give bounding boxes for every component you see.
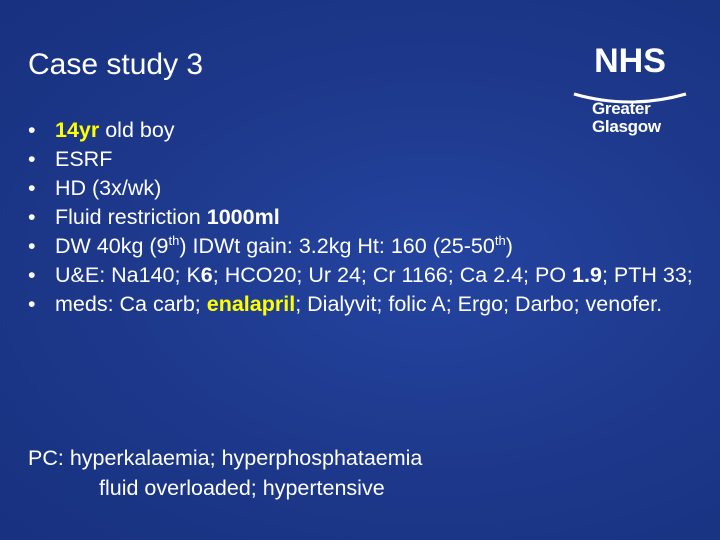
- pc-line-2: fluid overloaded; hypertensive: [99, 476, 385, 500]
- list-item: [28, 203, 698, 232]
- phosphate-value: 1.9: [572, 263, 602, 287]
- bullet-icon: •: [28, 205, 36, 229]
- bullet-text: ; PTH 33;: [601, 263, 693, 287]
- bullet-icon: •: [28, 147, 36, 171]
- bullet-icon: •: [28, 118, 36, 142]
- pc-line-1: PC: hyperkalaemia; hyperphosphataemia: [28, 446, 423, 470]
- list-item: [28, 116, 698, 145]
- list-item: [28, 232, 698, 261]
- presenting-complaint: [28, 443, 422, 503]
- bullet-text: old boy: [99, 118, 175, 142]
- list-item: [28, 261, 698, 290]
- bullet-text: U&E: Na140; K: [55, 263, 201, 287]
- bullet-text: ; Dialyvit; folic A; Ergo; Darbo; venofer.: [295, 292, 663, 316]
- bullet-icon: •: [28, 263, 36, 287]
- ordinal-suffix: th: [168, 232, 180, 248]
- drug-highlight: enalapril: [206, 292, 296, 316]
- slide-title: Case study 3: [28, 48, 204, 81]
- list-item: [28, 145, 698, 174]
- nhs-logo-mark: [566, 38, 694, 106]
- bullet-list: [28, 116, 698, 319]
- age-highlight: 14yr: [55, 118, 100, 142]
- bullet-text: Fluid restriction: [55, 205, 207, 229]
- bullet-icon: •: [28, 234, 36, 258]
- bullet-text: DW 40kg (9: [55, 234, 169, 258]
- bullet-text: ; HCO20; Ur 24; Cr 1166; Ca 2.4; PO: [212, 263, 573, 287]
- logo-line-glasgow: Glasgow: [592, 117, 661, 136]
- bullet-icon: •: [28, 292, 36, 316]
- bullet-text: ): [505, 234, 513, 258]
- bullet-text: HD (3x/wk): [55, 176, 162, 200]
- potassium-value: 6: [200, 263, 213, 287]
- bullet-icon: •: [28, 176, 36, 200]
- bullet-text: ESRF: [55, 147, 113, 171]
- logo-line-greater: Greater: [592, 99, 651, 118]
- ordinal-suffix: th: [494, 232, 506, 248]
- bullet-text: ) IDWt gain: 3.2kg Ht: 160 (25-50: [179, 234, 495, 258]
- list-item: [28, 290, 698, 319]
- list-item: [28, 174, 698, 203]
- fluid-limit-value: 1000ml: [206, 205, 280, 229]
- nhs-logo-text: NHS: [594, 42, 666, 80]
- bullet-text: meds: Ca carb;: [55, 292, 207, 316]
